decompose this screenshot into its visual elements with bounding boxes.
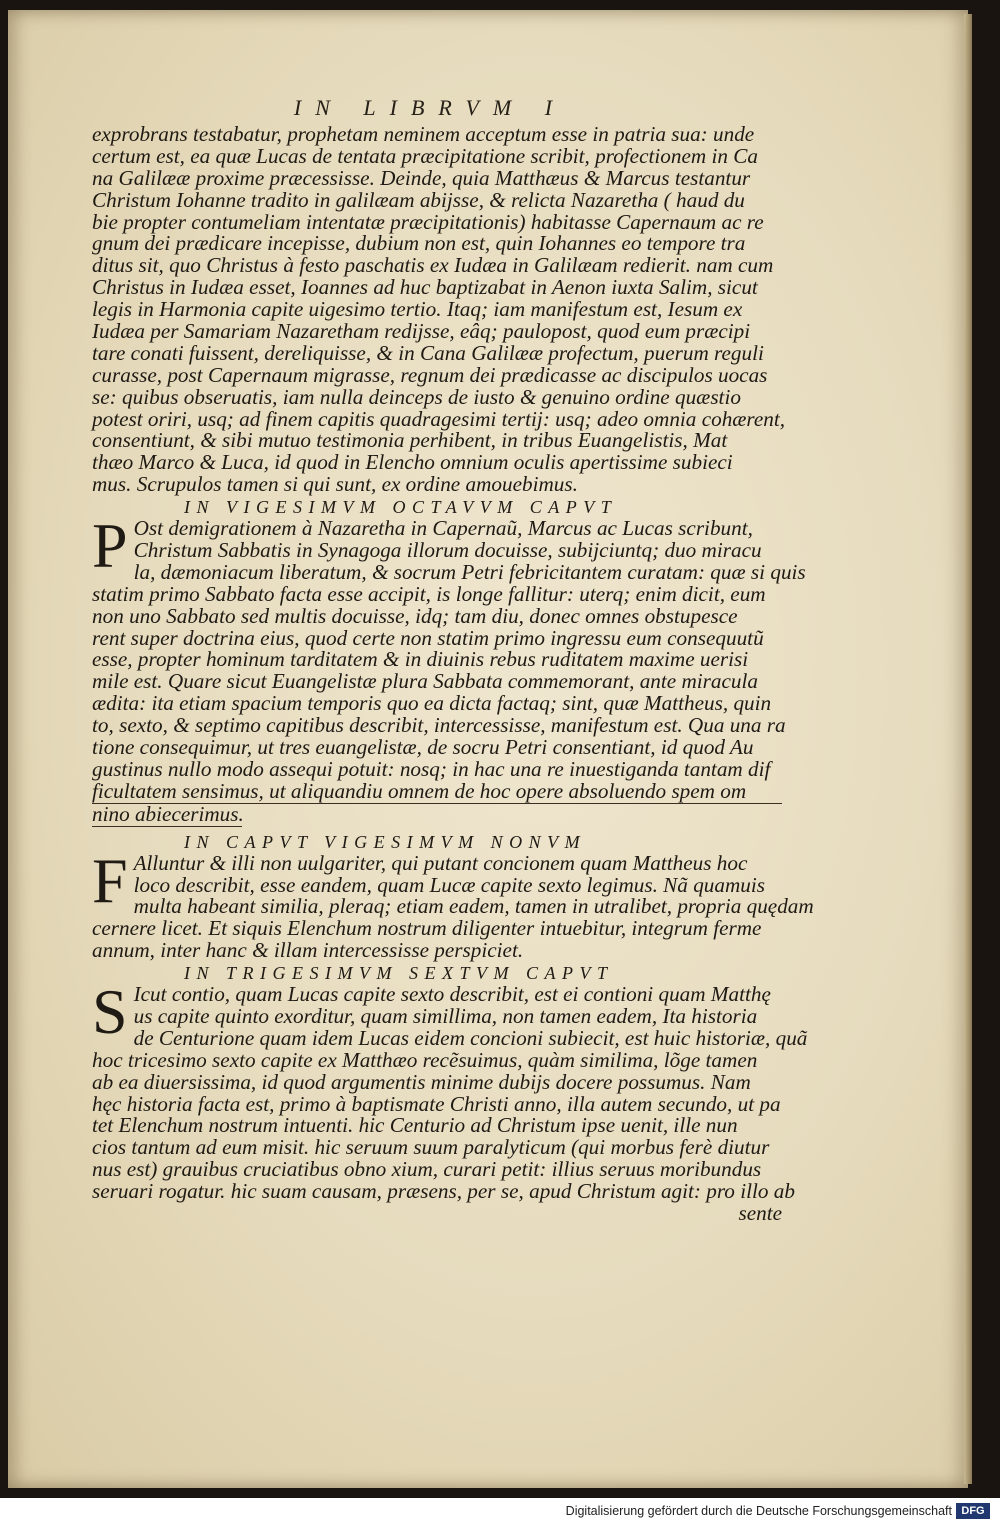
dfg-logo: DFG [956, 1503, 990, 1519]
text-line: us capite quinto exorditur, quam simillima, non tamen eadem, Ita historia [133, 1003, 758, 1028]
text-line: rent super doctrina eius, quod certe non statim primo ingressu eum consequutũ [92, 625, 764, 650]
text-line: multa habeant similia, pleraq; etiam eadem, tamen in utralibet, propria quędam [133, 894, 814, 919]
text-block-chapter-29 [92, 844, 814, 963]
text-line: Christum Sabbatis in Synagoga illorum docuisse, subijciuntq; duo miracu [133, 538, 762, 563]
text-line: gnum dei prædicare incepisse, dubium non est, quin Iohannes eo tempore tra [92, 231, 746, 256]
text-line: hoc tricesimo sexto capite ex Matthæo recẽsuimus, quàm similima, lõge tamen [92, 1047, 758, 1072]
text-line: seruari rogatur. hic suam causam, præsens, per se, apud Christum agit: pro illo ab [92, 1179, 795, 1204]
text-line: annum, inter hanc & illam intercessisse perspiciet. [92, 938, 524, 963]
text-block-intro [92, 122, 786, 497]
text-line: hęc historia facta est, primo à baptismate Christi anno, illa autem secundo, ut pa [92, 1091, 781, 1116]
section-heading-28: IN VIGESIMVM OCTAVVM CAPVT [184, 497, 618, 518]
text-line: se: quibus obseruatis, iam nulla deinceps de iusto & genuino ordine quæstio [92, 384, 741, 409]
text-line: tet Elenchum nostrum intuenti. hic Centurio ad Christum ipse uenit, ille nun [92, 1113, 738, 1138]
section-heading-36: IN TRIGESIMVM SEXTVM CAPVT [184, 963, 614, 984]
text-line: esse, propter hominum tarditatem & in diuinis rebus ruditatem maxime uerisi [92, 647, 749, 672]
text-line: na Galilææ proxime præcessisse. Deinde, quia Matthæus & Marcus testantur [92, 165, 751, 190]
text-line: de Centurione quam idem Lucas eidem concioni subiecit, est huic historiæ, quã [133, 1025, 808, 1050]
drop-cap: F [92, 844, 128, 916]
text-line: thæo Marco & Luca, id quod in Elencho omnium oculis apertissime subieci [92, 450, 733, 475]
body-text [92, 122, 814, 1225]
text-line: mus. Scrupulos tamen si qui sunt, ex ordine amouebimus. [92, 472, 578, 497]
text-line: consentiunt, & sibi mutuo testimonia perhibent, in tribus Euangelistis, Mat [92, 428, 728, 453]
running-head: IN LIBRVM I [293, 95, 567, 120]
text-line: ficultatem sensimus, ut aliquandiu omnem de hoc opere absoluendo spem om [92, 781, 782, 804]
text-line: legis in Harmonia capite uigesimo tertio. Itaq; iam manifestum est, Iesum ex [92, 297, 743, 322]
funding-notice: Digitalisierung gefördert durch die Deutsche Forschungsgemeinschaft [565, 1504, 952, 1518]
text-line: ditus sit, quo Christus à festo paschatis ex Iudæa in Galilæam redierit. nam cum [92, 253, 774, 278]
text-line: certum est, ea quæ Lucas de tentata præcipitatione scribit, profectionem in Ca [92, 143, 758, 168]
text-line: non uno Sabbato sed multis docuisse, idq; tam diu, donec omnes obstupesce [92, 603, 738, 628]
text-line: potest oriri, usq; ad finem capitis quadragesimi tertij: usq; adeo omnia cohærent, [92, 406, 786, 431]
text-line: nus est) grauibus cruciatibus obno xium, curari petit: illius seruus moribundus [92, 1157, 762, 1182]
text-line: curasse, post Capernaum migrasse, regnum dei prædicasse ac discipulos uocas [92, 362, 768, 387]
text-line: Alluntur & illi non uulgariter, qui putant concionem quam Mattheus hoc [133, 850, 748, 875]
text-line: ab ea diuersissima, id quod argumentis minime dubijs docere possumus. Nam [92, 1069, 751, 1094]
text-line: mile est. Quare sicut Euangelistæ plura Sabbata commemorant, ante miracula [92, 669, 758, 694]
page-edge [964, 14, 972, 1484]
text-line: gustinus nullo modo assequi potuit: nosq; in hac una re inuestiganda tantam dif [92, 756, 771, 781]
text-line: loco describit, esse eandem, quam Lucæ capite sexto legimus. Nã quamuis [133, 872, 766, 897]
text-line: Ost demigrationem à Nazaretha in Capernaũ, Marcus ac Lucas scribunt, [133, 516, 753, 541]
drop-cap: P [92, 510, 128, 582]
text-line: nino abiecerimus. [92, 801, 244, 826]
text-line: to, sexto, & septimo capitibus describit, intercessisse, manifestum est. Qua una ra [92, 713, 786, 738]
text-line: cernere licet. Et siquis Elenchum nostrum diligenter intuebitur, integrum ferme [92, 916, 762, 941]
text-line: tione consequimur, ut tres euangelistæ, de socru Petri consentiant, id quod Au [92, 735, 754, 760]
text-block-chapter-36 [92, 976, 808, 1204]
text-line: statim primo Sabbato facta esse accipit, is longe fallitur: uterq; enim dicit, eum [92, 581, 766, 606]
text-line: bie propter contumeliam intentatæ præcipitationis) habitasse Capernaum ac re [92, 209, 764, 234]
text-line: Christus in Iudæa esset, Ioannes ad huc baptizabat in Aenon iuxta Salim, sicut [92, 275, 758, 300]
text-line: ædita: ita etiam spacium temporis quo ea dicta factaq; sint, quæ Mattheus, quin [92, 691, 772, 716]
drop-cap: S [92, 976, 128, 1048]
text-line: cios tantum ad eum misit. hic seruum suum paralyticum (qui morbus ferè diutur [92, 1135, 770, 1160]
text-line: la, dæmoniacum liberatum, & socrum Petri febricitantem curatam: quæ si quis [133, 559, 806, 584]
section-heading-29: IN CAPVT VIGESIMVM NONVM [184, 831, 587, 852]
text-line: Icut contio, quam Lucas capite sexto describit, est ei contioni quam Matthę [133, 982, 771, 1007]
text-line: tare conati fuissent, dereliquisse, & in Cana Galilææ profectum, puerum reguli [92, 340, 764, 365]
text-line: Christum Iohanne tradito in galilæam abijsse, & relicta Nazaretha ( haud du [92, 187, 745, 212]
text-block-chapter-28 [92, 510, 806, 826]
text-line: exprobrans testabatur, prophetam neminem acceptum esse in patria sua: unde [92, 122, 755, 146]
catchword: sente [738, 1200, 782, 1225]
text-line: Iudæa per Samariam Nazaretham redijsse, eâq; paulopost, quod eum præcipi [92, 319, 751, 344]
